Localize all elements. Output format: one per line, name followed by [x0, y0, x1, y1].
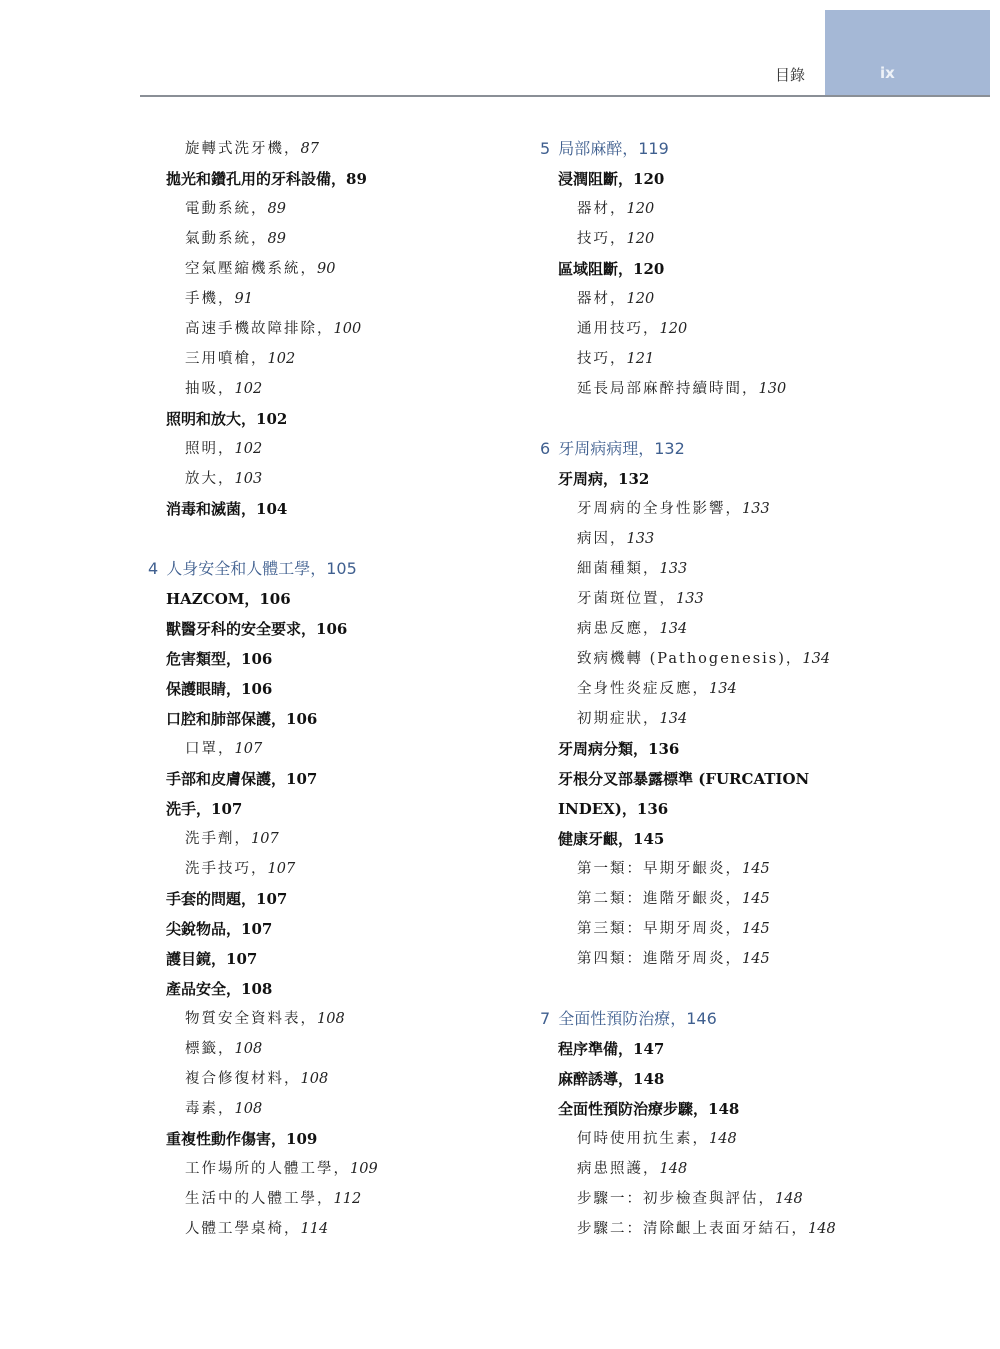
running-header-title: 目錄	[775, 66, 806, 84]
toc-subentry	[540, 524, 960, 554]
entry-title: 重複性動作傷害，	[166, 1130, 287, 1148]
entry-page: 136	[648, 740, 680, 758]
toc-subentry	[540, 944, 960, 974]
entry-page: 106	[316, 620, 348, 638]
toc-entry	[540, 1064, 960, 1094]
toc-subentry	[540, 194, 960, 224]
toc-subentry	[540, 674, 960, 704]
toc-subentry	[540, 314, 960, 344]
entry-title: 洗手技巧，	[185, 861, 268, 877]
toc-subentry	[148, 1094, 568, 1124]
entry-page: 148	[633, 1070, 665, 1088]
entry-title: 拋光和鑽孔用的牙科設備，	[166, 170, 347, 188]
entry-page: 102	[256, 410, 288, 428]
entry-title: 毒素，	[185, 1101, 235, 1117]
toc-entry	[148, 704, 568, 734]
toc-subentry	[540, 1124, 960, 1154]
entry-title: 細菌種類，	[577, 561, 660, 577]
entry-title: 保護眼睛，	[166, 680, 242, 698]
entry-page: 148	[708, 1100, 740, 1118]
entry-page: 107	[251, 831, 279, 847]
entry-title: 健康牙齦，	[558, 830, 634, 848]
toc-entry	[540, 734, 960, 764]
entry-title: 洗手劑，	[185, 831, 251, 847]
entry-page: 106	[241, 650, 273, 668]
toc-subentry	[540, 344, 960, 374]
toc-subentry	[540, 854, 960, 884]
entry-page: 107	[234, 741, 263, 757]
chapter-number: 5	[540, 139, 551, 158]
entry-title: 物質安全資料表，	[185, 1011, 317, 1027]
entry-page: 133	[742, 501, 770, 517]
toc-spacer	[148, 524, 568, 554]
entry-title: 第四類：進階牙周炎，	[577, 951, 742, 967]
entry-page: 120	[626, 201, 655, 217]
entry-page: 145	[633, 830, 665, 848]
toc-entry	[148, 614, 568, 644]
toc-subentry	[148, 854, 568, 884]
entry-page: 108	[300, 1071, 329, 1087]
toc-subentry	[540, 1154, 960, 1184]
entry-page: 146	[686, 1009, 717, 1028]
toc-entry	[148, 164, 568, 194]
entry-title: 尖銳物品，	[166, 920, 242, 938]
toc-subentry	[540, 884, 960, 914]
entry-page: 108	[317, 1011, 345, 1027]
entry-page: 106	[241, 680, 273, 698]
toc-subentry	[540, 704, 960, 734]
entry-title: 區域阻斷，	[558, 260, 634, 278]
chapter-number: 7	[540, 1009, 551, 1028]
entry-page: 89	[346, 170, 367, 188]
entry-page: 108	[234, 1041, 263, 1057]
entry-page: 109	[350, 1161, 378, 1177]
entry-page: 107	[286, 770, 318, 788]
toc-chapter	[540, 1004, 960, 1034]
entry-page: 133	[659, 561, 688, 577]
toc-entry	[148, 584, 568, 614]
toc-subentry	[148, 1064, 568, 1094]
entry-title: 電動系統，	[185, 201, 268, 217]
entry-page: 134	[709, 681, 737, 697]
toc-entry	[148, 644, 568, 674]
entry-title: 氣動系統，	[185, 231, 268, 247]
toc-subentry	[148, 1214, 568, 1244]
entry-page: 148	[709, 1131, 737, 1147]
entry-title: 手部和皮膚保護，	[166, 770, 287, 788]
entry-page: 109	[286, 1130, 318, 1148]
entry-title: 牙周病的全身性影響，	[577, 501, 742, 517]
entry-page: 105	[326, 559, 357, 578]
entry-page: 145	[742, 891, 770, 907]
entry-page: 102	[234, 381, 263, 397]
entry-title: 抽吸，	[185, 381, 235, 397]
toc-subentry	[540, 224, 960, 254]
entry-title: 產品安全，	[166, 980, 242, 998]
toc-column-right	[540, 134, 960, 1244]
entry-page: 121	[626, 351, 655, 367]
toc-entry	[148, 944, 568, 974]
toc-subentry	[540, 614, 960, 644]
entry-title: 護目鏡，	[166, 950, 227, 968]
toc-chapter	[148, 554, 568, 584]
entry-title: 牙周病分類，	[558, 740, 649, 758]
entry-title: 旋轉式洗牙機，	[185, 141, 301, 157]
entry-page: 107	[256, 890, 288, 908]
entry-title: 放大，	[185, 471, 235, 487]
entry-title: 洗手，	[166, 800, 212, 818]
entry-title: 生活中的人體工學，	[185, 1191, 334, 1207]
toc-subentry	[148, 314, 568, 344]
entry-page: 108	[234, 1101, 263, 1117]
toc-entry	[148, 764, 568, 794]
entry-page: 91	[234, 291, 253, 307]
entry-title: 牙根分叉部暴露標準 (FURCATION	[558, 770, 810, 788]
toc-entry	[148, 674, 568, 704]
toc-entry	[540, 164, 960, 194]
toc-subentry	[148, 1004, 568, 1034]
toc-spacer	[540, 404, 960, 434]
entry-title: 技巧，	[577, 351, 627, 367]
entry-page: 145	[742, 921, 770, 937]
entry-title: 通用技巧，	[577, 321, 660, 337]
entry-title: 何時使用抗生素，	[577, 1131, 709, 1147]
toc-subentry	[148, 224, 568, 254]
entry-title: 病患反應，	[577, 621, 660, 637]
entry-page: 89	[267, 201, 286, 217]
entry-title: 麻醉誘導，	[558, 1070, 634, 1088]
toc-entry	[148, 974, 568, 1004]
toc-entry	[540, 464, 960, 494]
entry-title: HAZCOM，	[166, 590, 260, 608]
entry-title: 器材，	[577, 291, 627, 307]
entry-title: 消毒和滅菌，	[166, 500, 257, 518]
toc-subentry	[148, 194, 568, 224]
entry-title: 步驟一：初步檢查與評估，	[577, 1191, 775, 1207]
entry-title: 口腔和肺部保護，	[166, 710, 287, 728]
toc-subentry	[148, 284, 568, 314]
toc-subentry	[540, 914, 960, 944]
toc-entry	[148, 794, 568, 824]
entry-title: 全面性預防治療步驟，	[558, 1100, 709, 1118]
entry-page: 90	[317, 261, 336, 277]
toc-entry	[148, 404, 568, 434]
toc-entry	[540, 824, 960, 854]
entry-page: 107	[226, 950, 258, 968]
toc-subentry	[148, 254, 568, 284]
entry-title: 致病機轉 (Pathogenesis)，	[577, 651, 803, 667]
entry-page: 120	[626, 231, 655, 247]
entry-page: 107	[211, 800, 243, 818]
entry-page: 133	[676, 591, 704, 607]
entry-title: 病因，	[577, 531, 627, 547]
entry-title: 器材，	[577, 201, 627, 217]
toc-subentry	[540, 1184, 960, 1214]
entry-title: 複合修復材料，	[185, 1071, 301, 1087]
entry-page: 87	[300, 141, 319, 157]
entry-page: 120	[633, 260, 665, 278]
toc-subentry	[148, 824, 568, 854]
entry-title: 標籤，	[185, 1041, 235, 1057]
toc-entry	[540, 1034, 960, 1064]
toc-spacer	[540, 974, 960, 1004]
entry-title: 第一類：早期牙齦炎，	[577, 861, 742, 877]
toc-entry	[148, 884, 568, 914]
entry-page: 112	[333, 1191, 362, 1207]
entry-title: 高速手機故障排除，	[185, 321, 334, 337]
entry-page: 100	[333, 321, 362, 337]
entry-page: 133	[626, 531, 655, 547]
entry-title: 初期症狀，	[577, 711, 660, 727]
chapter-number: 6	[540, 439, 551, 458]
entry-page: 145	[742, 951, 770, 967]
entry-title: 程序準備，	[558, 1040, 634, 1058]
entry-title: 病患照護，	[577, 1161, 660, 1177]
entry-page: 120	[659, 321, 688, 337]
entry-title: 工作場所的人體工學，	[185, 1161, 350, 1177]
toc-chapter	[540, 134, 960, 164]
toc-subentry	[540, 554, 960, 584]
toc-subentry	[540, 494, 960, 524]
toc-entry	[540, 764, 960, 794]
entry-page: 89	[267, 231, 286, 247]
entry-page: 134	[659, 621, 688, 637]
entry-title: 手套的問題，	[166, 890, 257, 908]
toc-subentry	[148, 1154, 568, 1184]
entry-page: 107	[241, 920, 273, 938]
toc-subentry	[148, 434, 568, 464]
entry-page: 102	[234, 441, 263, 457]
entry-page: 148	[775, 1191, 803, 1207]
toc-subentry	[148, 464, 568, 494]
entry-title: 全身性炎症反應，	[577, 681, 709, 697]
entry-page: 108	[241, 980, 273, 998]
entry-title: 牙菌斑位置，	[577, 591, 676, 607]
entry-page: 134	[659, 711, 688, 727]
page-number: ix	[880, 64, 895, 82]
toc-subentry	[148, 1034, 568, 1064]
toc-subentry	[148, 1184, 568, 1214]
entry-title: 照明，	[185, 441, 235, 457]
entry-page: 136	[636, 800, 669, 818]
entry-title: 第三類：早期牙周炎，	[577, 921, 742, 937]
entry-title: 空氣壓縮機系統，	[185, 261, 317, 277]
toc-entry	[540, 794, 960, 824]
entry-title: 局部麻醉，	[558, 139, 639, 158]
toc-subentry	[540, 644, 960, 674]
entry-page: 102	[267, 351, 296, 367]
entry-page: 120	[626, 291, 655, 307]
toc-subentry	[148, 134, 568, 164]
entry-title: 技巧，	[577, 231, 627, 247]
toc-entry	[540, 1094, 960, 1124]
toc-subentry	[540, 1214, 960, 1244]
toc-subentry	[540, 584, 960, 614]
entry-page: 132	[618, 470, 650, 488]
toc-entry	[148, 914, 568, 944]
entry-title: 步驟二：清除齦上表面牙結石，	[577, 1221, 808, 1237]
entry-title: 第二類：進階牙齦炎，	[577, 891, 742, 907]
entry-title: INDEX)，	[558, 800, 637, 818]
toc-entry	[148, 494, 568, 524]
entry-title: 延長局部麻醉持續時間，	[577, 381, 759, 397]
header-page-tab	[825, 10, 990, 95]
entry-page: 145	[742, 861, 770, 877]
entry-page: 147	[633, 1040, 665, 1058]
entry-title: 牙周病，	[558, 470, 619, 488]
toc-entry	[540, 254, 960, 284]
entry-page: 114	[300, 1221, 329, 1237]
entry-page: 134	[802, 651, 831, 667]
entry-title: 獸醫牙科的安全要求，	[166, 620, 317, 638]
toc-subentry	[148, 734, 568, 764]
entry-title: 全面性預防治療，	[558, 1009, 687, 1028]
entry-page: 106	[259, 590, 291, 608]
chapter-number: 4	[148, 559, 159, 578]
entry-title: 照明和放大，	[166, 410, 257, 428]
entry-title: 浸潤阻斷，	[558, 170, 634, 188]
header-rule	[140, 95, 990, 97]
entry-page: 132	[654, 439, 685, 458]
entry-page: 104	[256, 500, 288, 518]
entry-title: 危害類型，	[166, 650, 242, 668]
toc-subentry	[148, 344, 568, 374]
toc-chapter	[540, 434, 960, 464]
entry-page: 106	[286, 710, 318, 728]
entry-page: 148	[659, 1161, 688, 1177]
entry-title: 人體工學桌椅，	[185, 1221, 301, 1237]
entry-page: 148	[808, 1221, 836, 1237]
entry-title: 口罩，	[185, 741, 235, 757]
toc-subentry	[148, 374, 568, 404]
entry-title: 三用噴槍，	[185, 351, 268, 367]
entry-page: 120	[633, 170, 665, 188]
toc-column-left	[148, 134, 568, 1244]
toc-subentry	[540, 374, 960, 404]
entry-page: 107	[267, 861, 296, 877]
toc-entry	[148, 1124, 568, 1154]
toc-subentry	[540, 284, 960, 314]
entry-page: 130	[758, 381, 787, 397]
entry-page: 103	[234, 471, 263, 487]
entry-page: 119	[638, 139, 669, 158]
entry-title: 牙周病病理，	[558, 439, 655, 458]
entry-title: 人身安全和人體工學，	[166, 559, 327, 578]
entry-title: 手機，	[185, 291, 235, 307]
